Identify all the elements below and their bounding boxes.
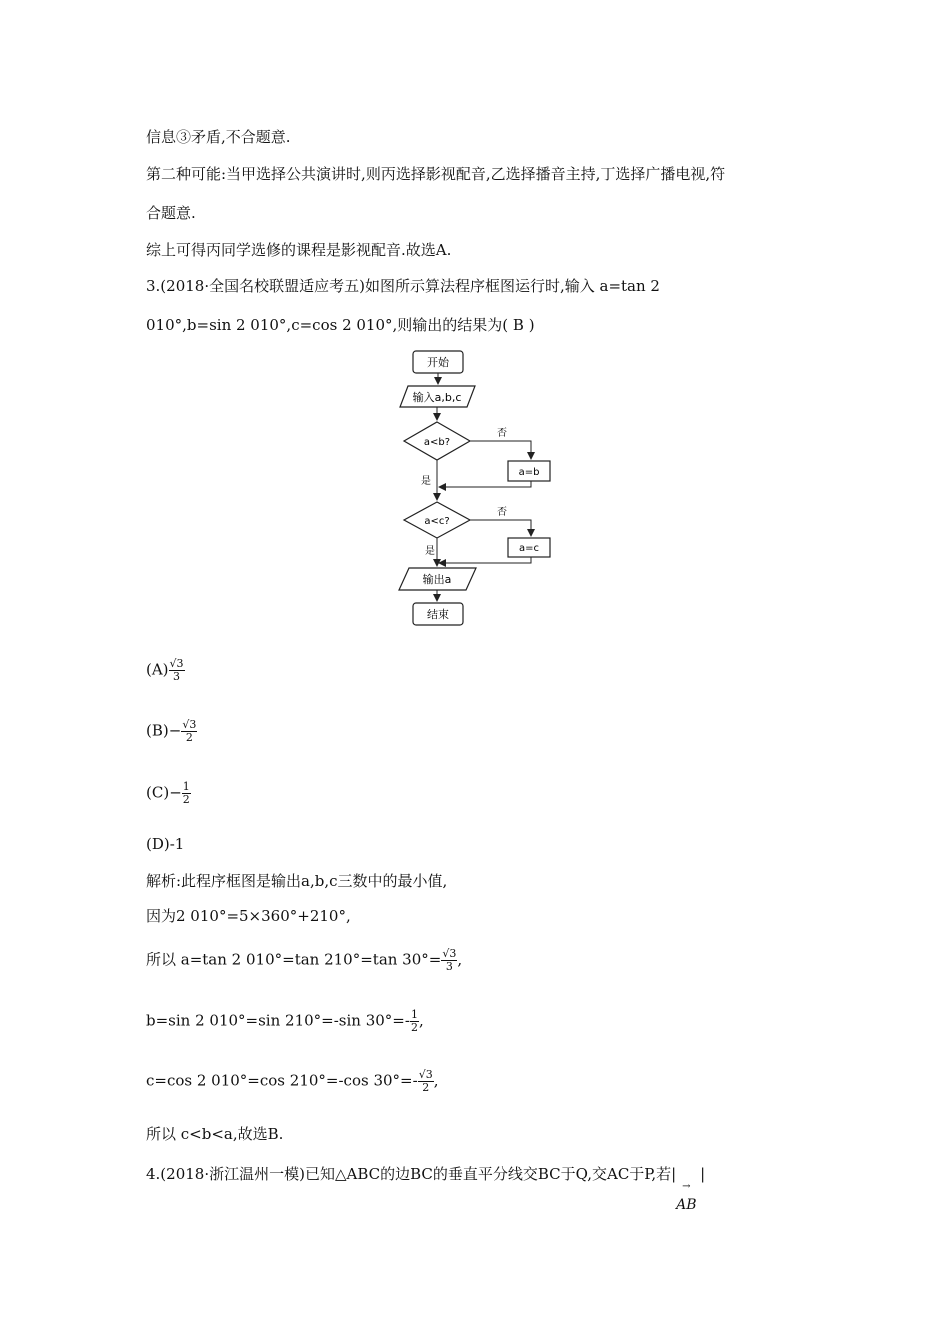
option-a: (A) $\frac{√3}{3}$	[146, 657, 184, 683]
question-3-line-2: 010°,b=sin 2 010°,c=cos 2 010°,则输出的结果为( B )	[146, 316, 535, 334]
assign-2-label: a=c	[518, 543, 540, 554]
option-a-fraction: $\frac{√3}{3}$	[169, 657, 184, 683]
option-d: (D)-1	[146, 835, 185, 853]
end-label: 结束	[427, 608, 449, 621]
assign-1-label: a=b	[518, 467, 540, 478]
paragraph-2-line-2: 合题意.	[146, 204, 196, 222]
option-c-fraction: $\frac{1}{2}$	[182, 780, 190, 806]
solution-line-5: c=cos 2 010°=cos 210°=-cos 30°=- $\frac{√3}{2}$ ,	[146, 1068, 439, 1094]
paragraph-2-line-1: 第二种可能:当甲选择公共演讲时,则丙选择影视配音,乙选择播音主持,丁选择广播电视,符	[146, 165, 726, 183]
yes-label-2: 是	[425, 546, 435, 557]
solution-3-fraction: $\frac{√3}{3}$	[442, 947, 457, 973]
paragraph-3: 综上可得丙同学选修的课程是影视配音.故选A.	[146, 241, 452, 259]
condition-1-label: a<b?	[423, 437, 451, 448]
option-b: (B)− $\frac{√3}{2}$	[146, 718, 197, 744]
flowchart	[390, 345, 560, 630]
solution-line-6: 所以 c<b<a,故选B.	[146, 1125, 284, 1143]
question-3-line-1: 3.(2018·全国名校联盟适应考五)如图所示算法程序框图运行时,输入 a=tan 2	[146, 277, 660, 295]
question-4: 4.(2018·浙江温州一模)已知△ABC的边BC的垂直平分线交BC于Q,交AC于P,若| → AB |	[146, 1165, 706, 1213]
no-label-1: 否	[497, 428, 507, 439]
option-c: (C)− $\frac{1}{2}$	[146, 780, 190, 806]
solution-line-1: 解析:此程序框图是输出a,b,c三数中的最小值,	[146, 872, 448, 890]
paragraph-1: 信息③矛盾,不合题意.	[146, 128, 291, 146]
solution-4-fraction: $\frac{1}{2}$	[410, 1008, 418, 1034]
condition-2-label: a<c?	[424, 516, 450, 527]
output-label: 输出a	[422, 573, 452, 586]
solution-line-3: 所以 a=tan 2 010°=tan 210°=tan 30°= $\frac{√3}{3}$ ,	[146, 947, 463, 973]
no-label-2: 否	[497, 507, 507, 518]
input-label: 输入a,b,c	[412, 391, 462, 404]
solution-line-4: b=sin 2 010°=sin 210°=-sin 30°=- $\frac{1}{2}$ ,	[146, 1008, 424, 1034]
option-b-fraction: $\frac{√3}{2}$	[182, 718, 197, 744]
yes-label-1: 是	[421, 476, 431, 487]
start-label: 开始	[427, 356, 449, 369]
solution-line-2: 因为2 010°=5×360°+210°,	[146, 907, 351, 925]
solution-5-fraction: $\frac{√3}{2}$	[418, 1068, 433, 1094]
